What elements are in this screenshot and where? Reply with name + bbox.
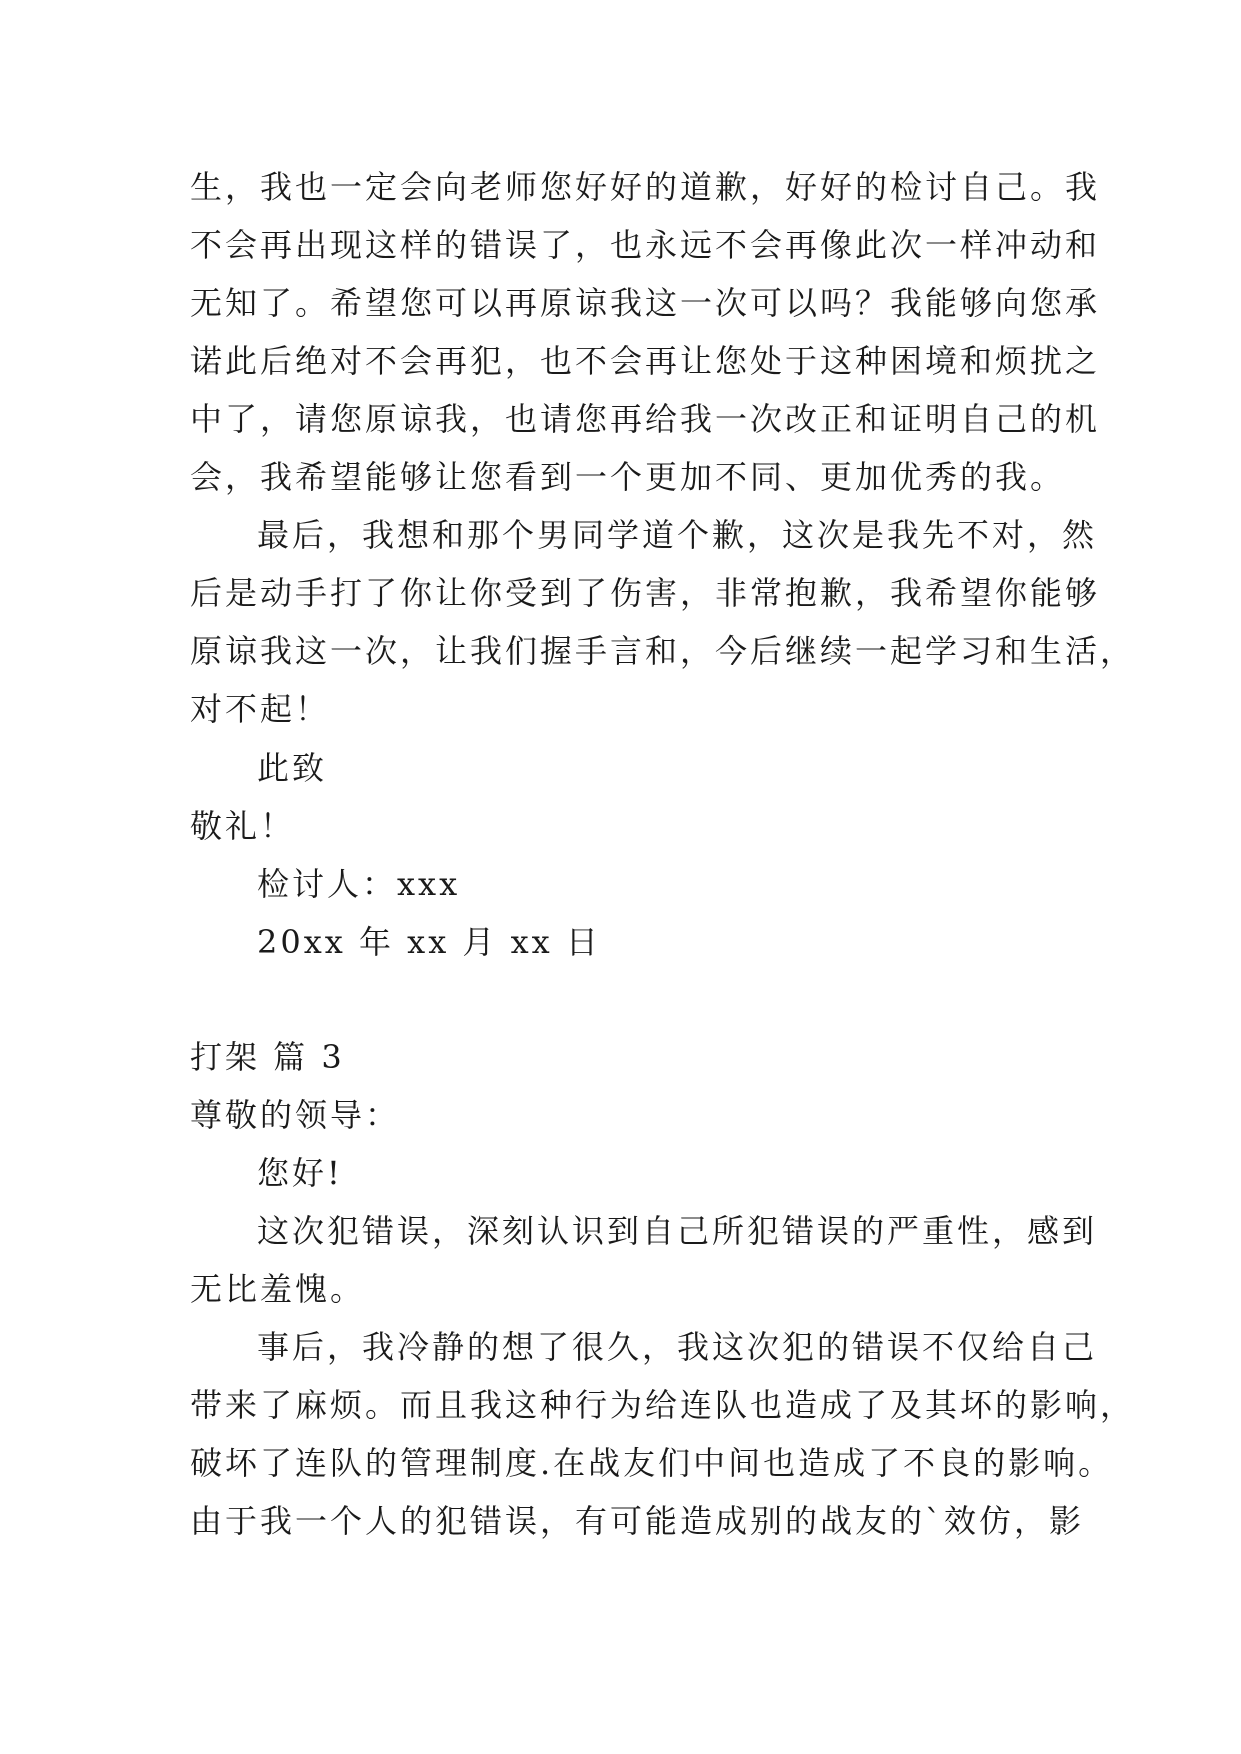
date-line: 20xx 年 xx 月 xx 日 [257, 923, 601, 961]
text-line: 诺此后绝对不会再犯，也不会再让您处于这种困境和烦扰之 [190, 342, 1101, 380]
section-heading: 打架 篇 3 [190, 1038, 345, 1076]
text-line: 破坏了连队的管理制度.在战友们中间也造成了不良的影响。 [190, 1444, 1114, 1482]
signature-line: 检讨人：xxx [257, 865, 461, 903]
text-line: 事后，我冷静的想了很久，我这次犯的错误不仅给自己 [257, 1328, 1098, 1366]
closing-salutation: 此致 [257, 749, 328, 787]
text-line: 由于我一个人的犯错误，有可能造成别的战友的`效仿，影 [190, 1502, 1085, 1540]
closing-regards: 敬礼！ [190, 807, 296, 845]
text-line: 您好! [257, 1154, 343, 1192]
text-line: 带来了麻烦。而且我这种行为给连队也造成了及其坏的影响， [190, 1386, 1136, 1424]
text-line: 中了，请您原谅我，也请您再给我一次改正和证明自己的机 [190, 400, 1101, 438]
text-line: 会，我希望能够让您看到一个更加不同、更加优秀的我。 [190, 458, 1066, 496]
text-line: 无知了。希望您可以再原谅我这一次可以吗？我能够向您承 [190, 284, 1101, 322]
text-line: 最后，我想和那个男同学道个歉，这次是我先不对，然 [257, 516, 1098, 554]
text-line: 对不起！ [190, 690, 331, 728]
text-line: 原谅我这一次，让我们握手言和，今后继续一起学习和生活， [190, 632, 1136, 670]
text-line: 后是动手打了你让你受到了伤害，非常抱歉，我希望你能够 [190, 574, 1101, 612]
text-line: 无比羞愧。 [190, 1270, 366, 1308]
text-line: 不会再出现这样的错误了，也永远不会再像此次一样冲动和 [190, 226, 1101, 264]
text-line: 生，我也一定会向老师您好好的道歉，好好的检讨自己。我 [190, 168, 1101, 206]
letter-greeting: 尊敬的领导： [190, 1096, 401, 1134]
text-line: 这次犯错误，深刻认识到自己所犯错误的严重性，感到 [257, 1212, 1098, 1250]
